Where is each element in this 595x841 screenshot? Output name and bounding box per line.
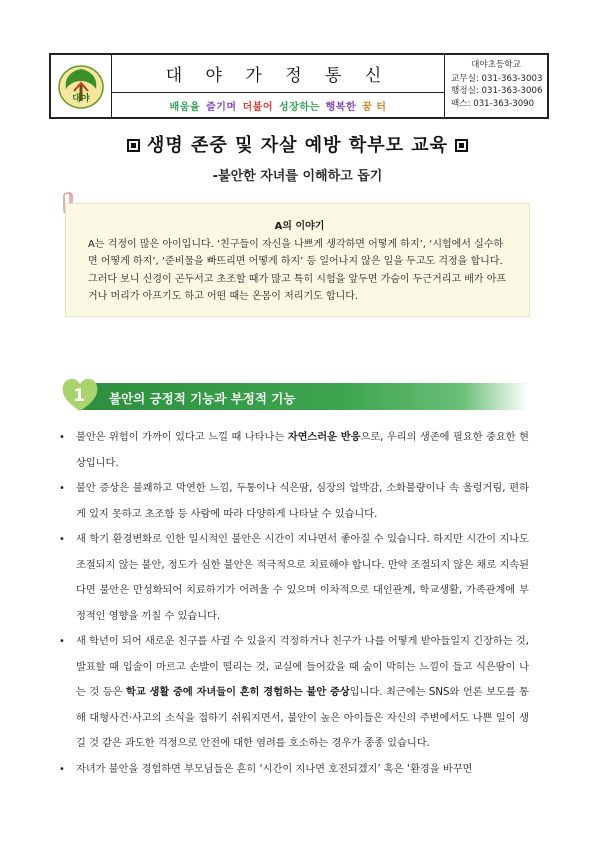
square-bullet-icon — [455, 139, 468, 152]
bullet-text: 새 학년이 되어 새로운 친구를 사귈 수 있을지 걱정하거나 친구가 나를 어떻게 받아들일지 긴장하는 것, 발표할 때 입술이 마르고 손발이 떨리는 것, 교실에 들어갔을 때 숨이 막히는 느낌이 들고 식은땀이 나는 것 등은 — [76, 636, 529, 698]
story-text: A는 걱정이 많은 아이입니다. ‘친구들이 자신을 나쁘게 생각하면 어떻게 하지’, ‘시험에서 실수하면 어떻게 하지’, ‘준비물을 빠뜨리면 어떻게 하지’ 등 일어나지 않은 일을 두고도 걱정을 합니다. 그러다 보니 신경이 곤두서고 초조할 때가 많고 특히 시험을 앞두면 가슴이 두근거리고 배가 아프거나 머리가 아프기도 하고 어떤 때는 온몸이 저리기도 합니다. — [88, 239, 507, 302]
list-item — [63, 629, 529, 757]
contact-line-fax: 팩스: 031-363-3090 — [451, 98, 535, 109]
heart-number-icon — [60, 374, 100, 414]
contact-info — [445, 55, 547, 117]
motto-word: 행복한 — [325, 101, 357, 113]
school-motto — [112, 93, 444, 117]
motto-word: 꿈 터 — [362, 101, 387, 113]
bullet-list — [63, 425, 529, 782]
page-title — [0, 131, 595, 157]
page-subtitle: -불안한 자녀를 이해하고 돕기 — [212, 169, 383, 184]
logo-cell — [51, 55, 112, 117]
list-item — [63, 757, 529, 783]
square-bullet-icon — [127, 139, 140, 152]
logo-text: 대야 — [72, 94, 90, 104]
bullet-text: 으로, 우리의 생존에 필요한 중요한 현상입니다. — [76, 432, 529, 469]
story-title: A의 이야기 — [274, 221, 325, 232]
list-item — [63, 425, 529, 476]
newsletter-header — [49, 53, 549, 119]
section-number: 1 — [73, 386, 85, 406]
contact-line-admin: 행정실: 031-363-3006 — [451, 86, 543, 96]
header-middle — [112, 55, 445, 117]
bullet-text: 새 학기 환경변화로 인한 일시적인 불안은 시간이 지나면서 좋아질 수 있습니다. 하지만 시간이 지나도 조절되지 않는 불안, 정도가 심한 불안은 적극적으로 치료해야 합니다. 만약 조절되지 않은 채로 지속된다면 불안은 만성화되어 치료하기가 어려울 수 있으며 이차적으로 대인관계, 학교생활, 가족관계에 부정적인 영향을 끼칠 수 있습니다. — [76, 534, 529, 622]
bullet-text: 입니다. 최근에는 SNS와 언론 보도를 통해 대형사건·사고의 소식을 접하기 쉬워지면서, 불안이 높은 아이들은 자신의 주변에서도 나쁜 일이 생길 것 같은 과도한 걱정으로 안전에 대한 염려를 호소하는 경우가 종종 있습니다. — [76, 687, 529, 749]
motto-word: 배움을 — [169, 101, 201, 113]
section-header-bar — [81, 383, 529, 410]
school-logo-icon — [56, 61, 106, 111]
motto-word: 더불어 — [242, 101, 273, 113]
list-item — [63, 476, 529, 527]
page-title-text: 생명 존중 및 자살 예방 학부모 교육 — [146, 135, 449, 156]
motto-word: 성장하는 — [279, 101, 320, 113]
bullet-text: 불안 증상은 불쾌하고 막연한 느낌, 두통이나 식은땀, 심장의 압박감, 소화불량이나 속 울렁거림, 편하게 있지 못하고 초조함 등 사람에 따라 다양하게 나타날 수 있습니다. — [76, 483, 529, 520]
list-item — [63, 527, 529, 629]
bullet-text: 자녀가 불안을 경험하면 부모님들은 흔히 ‘시간이 지나면 호전되겠지’ 혹은 ‘환경을 바꾸면 — [76, 763, 473, 775]
section-title: 불안의 긍정적 기능과 부정적 기능 — [109, 391, 296, 406]
school-name: 대야초등학교 — [471, 60, 521, 70]
newsletter-title: 대 야 가 정 통 신 — [112, 55, 444, 93]
contact-line-office: 교무실: 031-363-3003 — [451, 73, 543, 84]
bullet-emphasis: 학교 생활 중에 자녀들이 흔히 경험하는 불안 증상 — [125, 687, 350, 698]
bullet-emphasis: 자연스러운 반응 — [287, 432, 361, 443]
story-box — [65, 203, 530, 317]
bullet-text: 불안은 위험이 가까이 있다고 느낄 때 나타나는 — [76, 432, 288, 443]
motto-word: 즐기며 — [206, 101, 237, 113]
